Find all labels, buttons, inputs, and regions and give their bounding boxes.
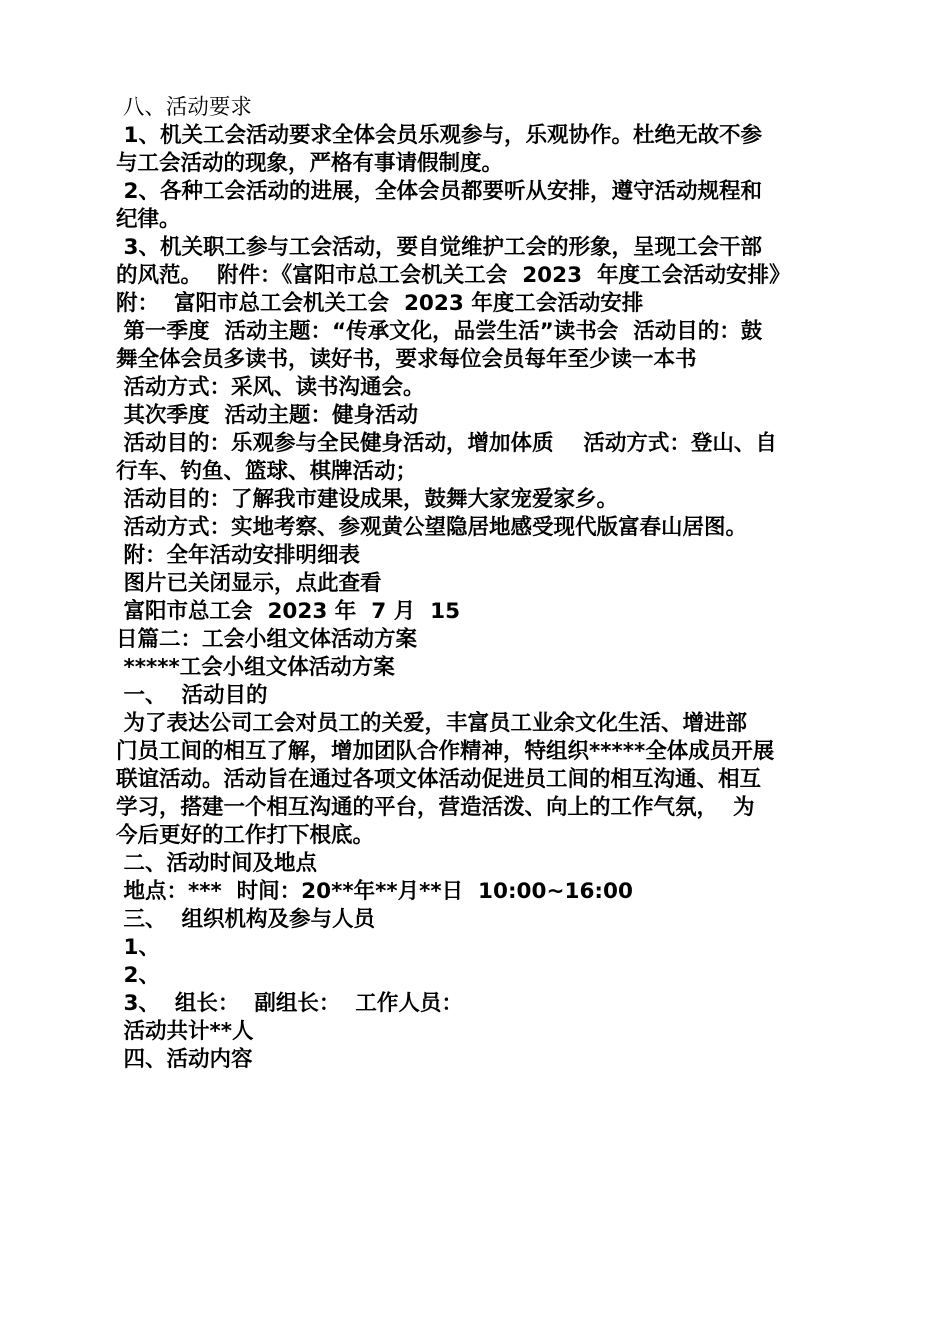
document-body	[116, 94, 836, 1074]
purpose-paragraph-line-3: 联谊活动。活动旨在通过各项文体活动促进员工间的相互沟通、相互	[116, 767, 762, 792]
activity-method: 活动方式：实地考察、参观黄公望隐居地感受现代版富春山居图。	[116, 515, 747, 540]
section-heading-content: 四、活动内容	[116, 1047, 253, 1072]
signature-date-line-1: 富阳市总工会 2023 年 7 月 15	[116, 599, 461, 624]
section-heading-purpose: 一、 活动目的	[116, 683, 268, 708]
organization-item-2: 2、	[116, 963, 160, 988]
q1-plan-line-2: 舞全体会员多读书，读好书，要求每位会员每年至少读一本书	[116, 347, 697, 372]
purpose-paragraph-line-1: 为了表达公司工会对员工的关爱，丰富员工业余文化生活、增进部	[116, 711, 747, 736]
q2-plan-line-1: 活动目的：乐观参与全民健身活动，增加体质 活动方式：登山、自	[116, 431, 777, 456]
requirement-3-line-1: 3、机关职工参与工会活动，要自觉维护工会的形象，呈现工会干部	[116, 235, 762, 260]
q1-method: 活动方式：采风、读书沟通会。	[116, 375, 425, 400]
signature-date-line-2: 日篇二：工会小组文体活动方案	[116, 627, 418, 652]
q2-plan-line-2: 行车、钓鱼、篮球、棋牌活动；	[116, 459, 418, 484]
plan-title: *****工会小组文体活动方案	[116, 655, 395, 680]
section-heading-time-place: 二、活动时间及地点	[116, 851, 317, 876]
purpose-paragraph-line-4: 学习，搭建一个相互沟通的平台，营造活泼、向上的工作气氛， 为	[116, 795, 755, 820]
purpose-paragraph-line-5: 今后更好的工作打下根底。	[116, 823, 375, 848]
activity-purpose: 活动目的：了解我市建设成果，鼓舞大家宠爱家乡。	[116, 487, 618, 512]
q2-theme: 其次季度 活动主题：健身活动	[116, 403, 418, 428]
requirement-3-line-2: 的风范。 附件：《富阳市总工会机关工会 2023 年度工会活动安排》	[116, 263, 791, 288]
requirement-1-line-2: 与工会活动的现象，严格有事请假制度。	[116, 151, 504, 176]
requirement-2-line-1: 2、各种工会活动的进展，全体会员都要听从安排，遵守活动规程和	[116, 179, 762, 204]
image-hidden-notice[interactable]: 图片已关闭显示，点此查看	[116, 571, 382, 596]
attachment-title: 附： 富阳市总工会机关工会 2023 年度工会活动安排	[116, 291, 644, 316]
section-heading-organization: 三、 组织机构及参与人员	[116, 907, 375, 932]
time-place-detail: 地点：*** 时间：20**年**月**日 10:00~16:00	[116, 879, 633, 904]
organization-item-1: 1、	[116, 935, 160, 960]
requirement-2-line-2: 纪律。	[116, 207, 181, 232]
q1-plan-line-1: 第一季度 活动主题：“传承文化，品尝生活”读书会 活动目的：鼓	[116, 319, 763, 344]
annex-schedule: 附：全年活动安排明细表	[116, 543, 360, 568]
requirement-1-line-1: 1、机关工会活动要求全体会员乐观参与，乐观协作。杜绝无故不参	[116, 123, 762, 148]
purpose-paragraph-line-2: 门员工间的相互了解，增加团队合作精神，特组织*****全体成员开展	[116, 739, 775, 764]
section-heading-activity-requirements: 八、活动要求	[116, 95, 252, 120]
organization-item-3: 3、 组长： 副组长： 工作人员：	[116, 991, 463, 1016]
participant-count: 活动共计**人	[116, 1019, 254, 1044]
